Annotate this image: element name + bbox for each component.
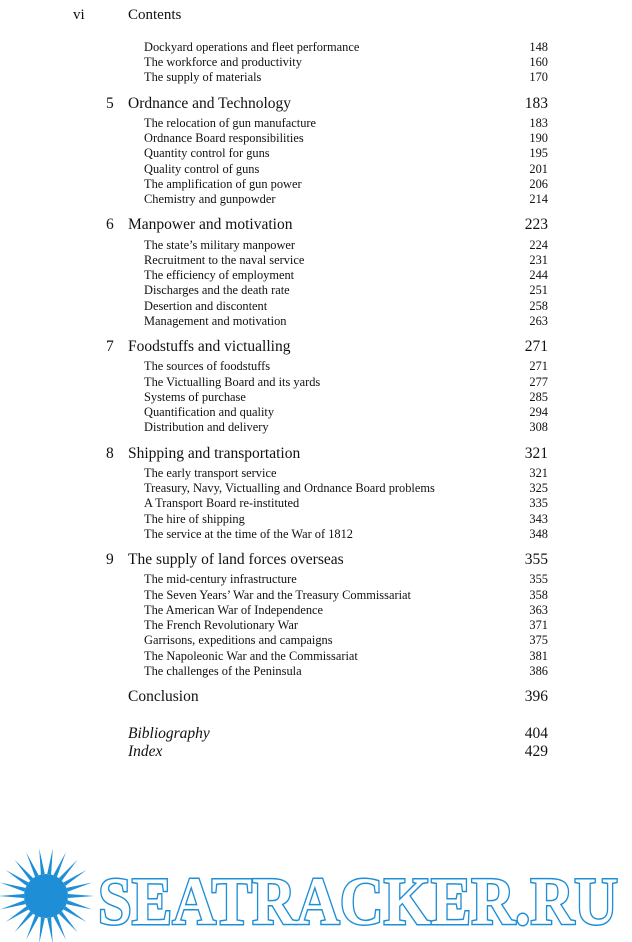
conclusion-page: 396 [524,688,548,705]
sun-ray [68,894,94,898]
toc-section-title[interactable]: The Seven Years’ War and the Treasury Commissariat [144,588,411,602]
toc-section-page: 285 [529,390,548,404]
chapter-title[interactable]: Foodstuffs and victualling [128,338,291,355]
toc-section-page: 214 [529,192,548,206]
chapter-number: 6 [106,216,114,233]
watermark [0,838,632,942]
toc-section-title[interactable]: The service at the time of the War of 1812 [144,527,353,541]
index-page: 429 [524,743,548,760]
index-title[interactable]: Index [128,743,163,760]
toc-section-page: 148 [529,40,548,54]
toc-section-page: 325 [529,481,548,495]
chapter-number: 8 [106,445,114,462]
toc-section-page: 251 [529,283,548,297]
toc-section-page: 263 [529,314,548,328]
toc-section-page: 348 [529,527,548,541]
toc-section-page: 244 [529,268,548,282]
bibliography-title[interactable]: Bibliography [128,725,210,742]
toc-section-page: 343 [529,512,548,526]
bibliography-page: 404 [524,725,548,742]
sun-disc [24,874,68,918]
chapter-page: 355 [524,551,548,568]
toc-section-page: 170 [529,70,548,84]
toc-section-title[interactable]: The French Revolutionary War [144,618,298,632]
sun-ray [39,917,45,942]
toc-section-title[interactable]: Quantity control for guns [144,146,270,160]
chapter-number: 5 [106,95,114,112]
toc-section-title[interactable]: Dockyard operations and fleet performance [144,40,360,54]
page-folio: vi [73,7,85,23]
sun-ray [47,849,53,875]
toc-section-title[interactable]: Chemistry and gunpowder [144,192,276,206]
toc-section-title[interactable]: The Victualling Board and its yards [144,375,321,389]
sun-ray [39,849,45,875]
toc-section-title[interactable]: The relocation of gun manufacture [144,116,317,130]
toc-section-title[interactable]: Recruitment to the naval service [144,253,305,267]
toc-section-title[interactable]: The supply of materials [144,70,262,84]
chapter-number: 7 [106,338,114,355]
toc-section-page: 258 [529,299,548,313]
chapter-page: 321 [524,445,548,462]
toc-section-title[interactable]: Management and motivation [144,314,287,328]
toc-section-page: 321 [529,466,548,480]
toc-section-page: 375 [529,633,548,647]
chapter-page: 183 [524,95,548,112]
chapter-title[interactable]: Shipping and transportation [128,445,301,462]
toc-section-title[interactable]: Ordnance Board responsibilities [144,131,304,145]
toc-section-page: 195 [529,146,548,160]
chapter-page: 223 [524,216,548,233]
toc-section-page: 381 [529,649,548,663]
chapter-title[interactable]: Ordnance and Technology [128,95,292,112]
toc-section-page: 160 [529,55,548,69]
toc-section-page: 371 [529,618,548,632]
toc-section-page: 224 [529,238,548,252]
sun-ray [67,883,93,892]
sun-ray [0,894,24,898]
sun-ray [47,917,53,942]
toc-section-title[interactable]: The American War of Independence [144,603,324,617]
sun-ray [0,883,26,892]
toc-section-title[interactable]: The Napoleonic War and the Commissariat [144,649,358,663]
toc-section-page: 277 [529,375,548,389]
running-title: Contents [128,7,182,23]
toc-section-title[interactable]: Treasury, Navy, Victualling and Ordnance Board problems [144,481,435,495]
sun-ray [67,900,93,909]
chapter-number: 9 [106,551,114,568]
toc-section-title[interactable]: Distribution and delivery [144,420,269,434]
toc-section-page: 183 [529,116,548,130]
toc-section-page: 206 [529,177,548,191]
toc-section-title[interactable]: The challenges of the Peninsula [144,664,302,678]
toc-section-page: 294 [529,405,548,419]
toc-section-page: 271 [529,359,548,373]
toc-section-page: 308 [529,420,548,434]
toc-section-page: 231 [529,253,548,267]
toc-section-title[interactable]: The hire of shipping [144,512,245,526]
sun-ray [0,900,26,909]
toc-section-page: 358 [529,588,548,602]
conclusion-title[interactable]: Conclusion [128,688,199,705]
toc-section-title[interactable]: Systems of purchase [144,390,246,404]
toc-section-title[interactable]: The sources of foodstuffs [144,359,271,373]
chapter-title[interactable]: Manpower and motivation [128,216,293,233]
watermark-text: SEATRACKER.RU [98,863,618,939]
toc-section-page: 190 [529,131,548,145]
toc-section-page: 201 [529,162,548,176]
toc-section-title[interactable]: A Transport Board re-instituted [144,496,300,510]
toc-section-title[interactable]: Quantification and quality [144,405,275,419]
toc-section-page: 363 [529,603,548,617]
chapter-page: 271 [524,338,548,355]
toc-section-title[interactable]: The state’s military manpower [144,238,296,252]
toc-section-page: 335 [529,496,548,510]
toc-section-page: 355 [529,572,548,586]
toc-section-title[interactable]: The early transport service [144,466,277,480]
toc-section-title[interactable]: Garrisons, expeditions and campaigns [144,633,333,647]
sun-logo-icon [0,849,94,942]
toc-section-title[interactable]: The amplification of gun power [144,177,302,191]
toc-section-page: 386 [529,664,548,678]
chapter-title[interactable]: The supply of land forces overseas [128,551,344,568]
toc-section-title[interactable]: The workforce and productivity [144,55,302,69]
toc-section-title[interactable]: Quality control of guns [144,162,260,176]
toc-section-title[interactable]: Discharges and the death rate [144,283,290,297]
toc-section-title[interactable]: The efficiency of employment [144,268,295,282]
toc-section-title[interactable]: Desertion and discontent [144,299,268,313]
toc-section-title[interactable]: The mid-century infrastructure [144,572,297,586]
